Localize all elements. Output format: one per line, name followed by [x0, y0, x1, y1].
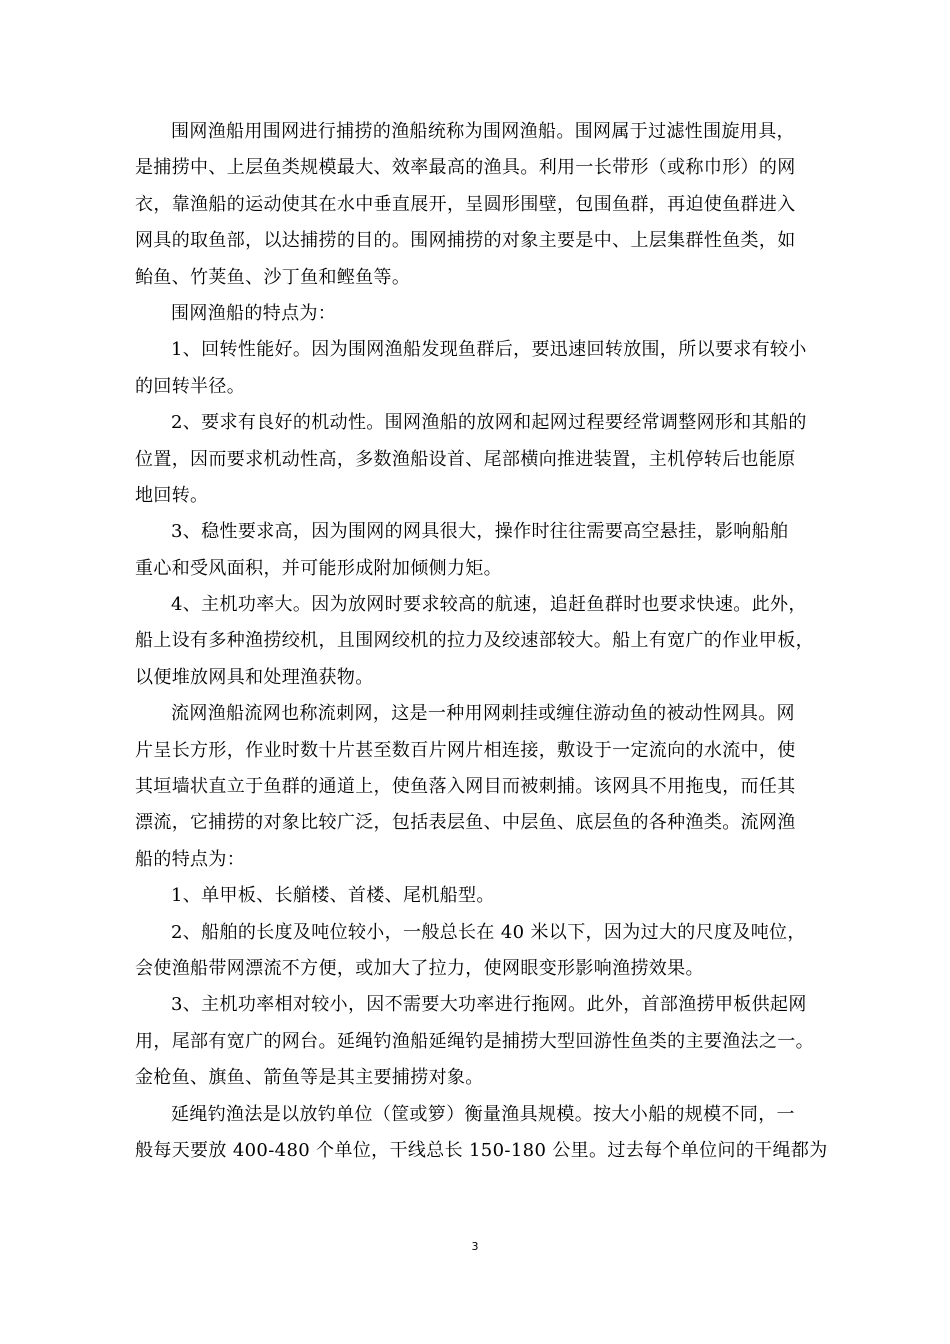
- text-line: 1、单甲板、长艏楼、首楼、尾机船型。: [171, 885, 495, 907]
- text-line: 流网渔船流网也称流刺网，这是一种用网刺挂或缠住游动鱼的被动性网具。网: [171, 703, 795, 725]
- text-line: 的回转半径。: [135, 375, 246, 397]
- text-line: 金枪鱼、旗鱼、箭鱼等是其主要捕捞对象。: [135, 1067, 484, 1089]
- text-line: 延绳钓渔法是以放钓单位（筐或箩）衡量渔具规模。按大小船的规模不同，一: [171, 1103, 795, 1125]
- text-line: 衣，靠渔船的运动使其在水中垂直展开，呈圆形围壁，包围鱼群，再迫使鱼群进入: [135, 193, 796, 215]
- text-line: 4、主机功率大。因为放网时要求较高的航速，追赶鱼群时也要求快速。此外，: [171, 594, 807, 616]
- text-line: 般每天要放 400-480 个单位，干线总长 150-180 公里。过去每个单位问的干绳都为: [135, 1139, 828, 1161]
- text-line: 2、要求有良好的机动性。围网渔船的放网和起网过程要经常调整网形和其船的: [171, 412, 807, 434]
- text-line: 1、回转性能好。因为围网渔船发现鱼群后，要迅速回转放围，所以要求有较小: [171, 339, 807, 361]
- text-line: 地回转。: [135, 484, 209, 506]
- text-line: 位置，因而要求机动性高，多数渔船设首、尾部横向推进装置，主机停转后也能原: [135, 448, 796, 470]
- text-line: 3、主机功率相对较小，因不需要大功率进行拖网。此外，首部渔捞甲板供起网: [171, 994, 807, 1016]
- text-line: 围网渔船的特点为：: [171, 302, 337, 324]
- text-line: 2、船舶的长度及吨位较小，一般总长在 40 米以下，因为过大的尺度及吨位，: [171, 921, 806, 943]
- text-line: 用，尾部有宽广的网台。延绳钓渔船延绳钓是捕捞大型回游性鱼类的主要渔法之一。: [135, 1030, 814, 1052]
- text-line: 会使渔船带网漂流不方便，或加大了拉力，使网眼变形影响渔捞效果。: [135, 957, 704, 979]
- text-line: 是捕捞中、上层鱼类规模最大、效率最高的渔具。利用一长带形（或称巾形）的网: [135, 157, 796, 179]
- text-line: 鲐鱼、竹荚鱼、沙丁鱼和鲣鱼等。: [135, 266, 411, 288]
- text-line: 船的特点为：: [135, 848, 246, 870]
- text-line: 漂流，它捕捞的对象比较广泛，包括表层鱼、中层鱼、底层鱼的各种渔类。流网渔: [135, 812, 796, 834]
- page-number: 3: [471, 1240, 479, 1253]
- text-line: 重心和受风面积，并可能形成附加倾侧力矩。: [135, 557, 502, 579]
- text-line: 片呈长方形，作业时数十片甚至数百片网片相连接，敷设于一定流向的水流中，使: [135, 739, 796, 761]
- document-body: [135, 114, 835, 1169]
- text-line: 网具的取鱼部，以达捕捞的目的。围网捕捞的对象主要是中、上层集群性鱼类，如: [135, 230, 796, 252]
- text-line: 3、稳性要求高，因为围网的网具很大，操作时往往需要高空悬挂，影响船舶: [171, 521, 789, 543]
- text-line: 其垣墙状直立于鱼群的通道上，使鱼落入网目而被刺捕。该网具不用拖曳，而任其: [135, 776, 796, 798]
- text-line: 船上设有多种渔捞绞机，且围网绞机的拉力及绞速部较大。船上有宽广的作业甲板，: [135, 630, 814, 652]
- text-line: 以便堆放网具和处理渔获物。: [135, 666, 374, 688]
- text-line: 围网渔船用围网进行捕捞的渔船统称为围网渔船。围网属于过滤性围旋用具，: [171, 121, 795, 142]
